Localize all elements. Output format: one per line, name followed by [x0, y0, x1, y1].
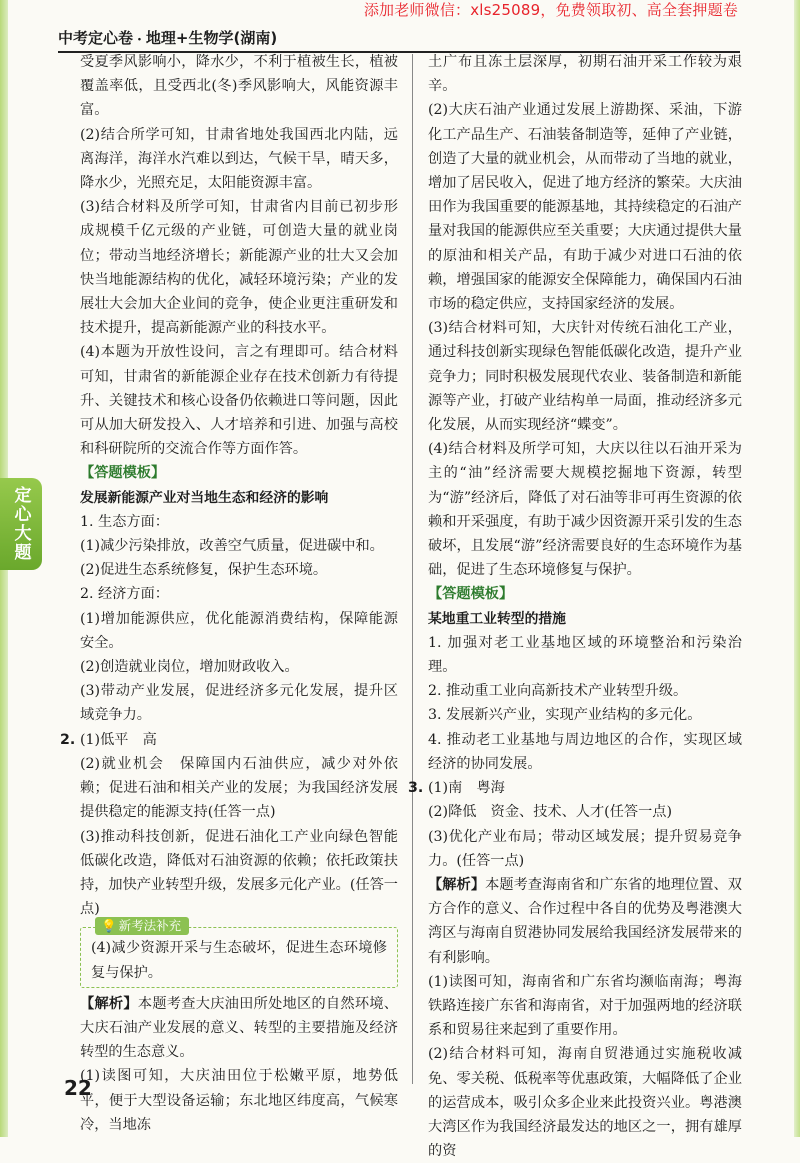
answer-line: (1)低平 高	[80, 731, 157, 748]
new-method-tag-label: 新考法补充	[118, 918, 182, 934]
new-method-answer: (4)减少资源开采与生态破坏，促进生态环境修复与保护。	[91, 940, 387, 981]
paragraph: (4)结合材料及所学可知，大庆以往以石油开采为主的“油”经济需要大规模挖掘地下资源，转型为“游”经济后，降低了对石油等非可再生资源的依赖和开采强度，有助于减少因资源开采引发的生态破坏，且发展“游”经济需要良好的生态环境作为基础，促进了生态环境修复与保护。	[428, 441, 742, 579]
template-line: (2)创造就业岗位，增加财政收入。	[80, 659, 299, 676]
template-line: 2. 推动重工业向高新技术产业转型升级。	[428, 683, 688, 700]
answer-line: (2)降低 资金、技术、人才(任答一点)	[428, 804, 672, 821]
new-method-tag	[95, 917, 189, 935]
template-title: 发展新能源产业对当地生态和经济的影响	[80, 489, 329, 506]
template-tag: 【答题模板】	[428, 586, 514, 603]
header-separator: ·	[137, 32, 142, 48]
paragraph: 受夏季风影响小，降水少，不利于植被生长，植被覆盖率低，且受西北(冬)季风影响大，风能资源丰富。	[80, 54, 398, 119]
lightbulb-icon: 💡	[101, 918, 117, 934]
right-green-edge	[794, 0, 800, 1137]
page-header	[58, 22, 740, 53]
question-3	[408, 776, 742, 1163]
template-line: 1. 加强对老工业基地区域的环境整治和污染治理。	[428, 634, 742, 676]
analysis-text: 本题考查海南省和广东省的地理位置、双方合作的意义、合作过程中各自的优势及粤港澳大湾区与海南自贸港协同发展给我国经济发展带来的有利影响。	[428, 876, 742, 966]
template-line: 2. 经济方面：	[80, 586, 169, 603]
template-line: 4. 推动老工业基地与周边地区的合作，实现区域经济的协同发展。	[428, 731, 742, 772]
answer-line: (2)就业机会 保障国内石油供应，减少对外依赖；促进石油和相关产业的发展；为我国经济发展提供稳定的能源支持(任答一点)	[80, 755, 398, 821]
question-number: 3.	[408, 780, 424, 797]
paragraph: 土广布且冻土层深厚，初期石油开采工作较为艰辛。	[428, 54, 742, 95]
template-title: 某地重工业转型的措施	[428, 610, 566, 627]
analysis-text: 本题考查大庆油田所处地区的自然环境、大庆石油产业发展的意义、转型的主要措施及经济转型的生态意义。	[80, 995, 398, 1061]
answer-line: (3)推动科技创新，促进石油化工产业向绿色智能低碳化改造，降低对石油资源的依赖；依托政策扶持，加快产业转型升级，发展多元化产业。(任答一点)	[80, 828, 398, 918]
template-line: (1)减少污染排放，改善空气质量，促进碳中和。	[80, 538, 384, 555]
analysis-tag: 【解析】	[428, 876, 486, 893]
answer-line: (1)南 粤海	[428, 780, 505, 797]
side-tab	[0, 478, 42, 570]
paragraph: (3)结合材料及所学可知，甘肃省内目前已初步形成规模千亿元级的产业链，可创造大量的就业岗位；带动当地经济增长；新能源产业的壮大又会加快当地能源结构的优化，减轻环境污染；产业的发展壮大会加大企业间的竞争，使企业更注重研发和技术提升，提高新能源产业的科技水平。	[80, 199, 398, 337]
paragraph: (4)本题为开放性设问，言之有理即可。结合材料可知，甘肃省的新能源企业存在技术创新力有待提升、关键技术和核心设备仍依赖进口等问题，因此可从加大研发投入、人才培养和引进、加强与高校和科研院所的交流合作等方面作答。	[80, 344, 398, 458]
template-line: (1)增加能源供应，优化能源消费结构，保障能源安全。	[80, 610, 398, 651]
template-line: (2)促进生态系统修复，保护生态环境。	[80, 562, 328, 579]
template-tag: 【答题模板】	[80, 465, 166, 482]
column-divider	[412, 54, 413, 1084]
paragraph: (3)结合材料可知，大庆针对传统石油化工产业，通过科技创新实现绿色智能低碳化改造，提升产业竞争力；同时积极发展现代农业、装备制造和新能源等产业，打破产业结构单一局面，推动经济多元化发展，从而实现经济“蝶变”。	[428, 320, 742, 434]
analysis-paragraph: (1)读图可知，大庆油田位于松嫩平原，地势低平，便于大型设备运输；东北地区纬度高，气候寒冷，当地冻	[80, 1068, 398, 1133]
side-tab-label: 定心大题	[10, 486, 31, 562]
template-line: (3)带动产业发展，促进经济多元化发展，提升区域竞争力。	[80, 683, 398, 724]
header-title-subject: 地理+生物学(湖南)	[145, 29, 278, 47]
new-method-box	[80, 918, 398, 987]
header-title-series: 中考定心卷	[58, 29, 134, 47]
right-column	[408, 50, 742, 1163]
paragraph: (2)结合所学可知，甘肃省地处我国西北内陆，远离海洋，海洋水汽难以到达，气候干旱，晴天多，降水少，光照充足，太阳能资源丰富。	[80, 126, 398, 192]
paragraph: (2)大庆石油产业通过发展上游勘探、采油，下游化工产品生产、石油装备制造等，延伸了产业链，创造了大量的就业机会，从而带动了当地的就业，增加了居民收入，促进了地方经济的繁荣。大庆油田作为我国重要的能源基地，其持续稳定的石油产量对我国的能源供应至关重要；大庆通过提供大量的原油和相关产品，有助于减少对进口石油的依赖，增强国家的能源安全保障能力，确保国内石油市场的稳定供应，支持国家经济的发展。	[428, 102, 742, 313]
answer-line: (3)优化产业布局；带动区域发展；提升贸易竞争力。(任答一点)	[428, 828, 742, 869]
analysis-paragraph: (2)结合材料可知，海南自贸港通过实施税收减免、零关税、低税率等优惠政策，大幅降低了企业的运营成本，吸引众多企业来此投资兴业。粤港澳大湾区作为我国经济最发达的地区之一，拥有雄厚的资	[428, 1046, 742, 1160]
template-line: 3. 发展新兴产业，实现产业结构的多元化。	[428, 707, 702, 724]
page-number: 22	[64, 1076, 92, 1100]
analysis-tag: 【解析】	[80, 995, 138, 1012]
template-line: 1. 生态方面：	[80, 513, 169, 530]
watermark-text: 添加老师微信：xls25089，免费领取初、高全套押题卷	[363, 1, 738, 19]
analysis-paragraph: (1)读图可知，海南省和广东省均濒临南海；粤海铁路连接广东省和海南省，对于加强两地的经济联系和贸易往来起到了重要作用。	[428, 973, 742, 1039]
question-number: 2.	[60, 731, 76, 748]
analysis	[80, 992, 398, 1065]
analysis	[428, 873, 742, 970]
